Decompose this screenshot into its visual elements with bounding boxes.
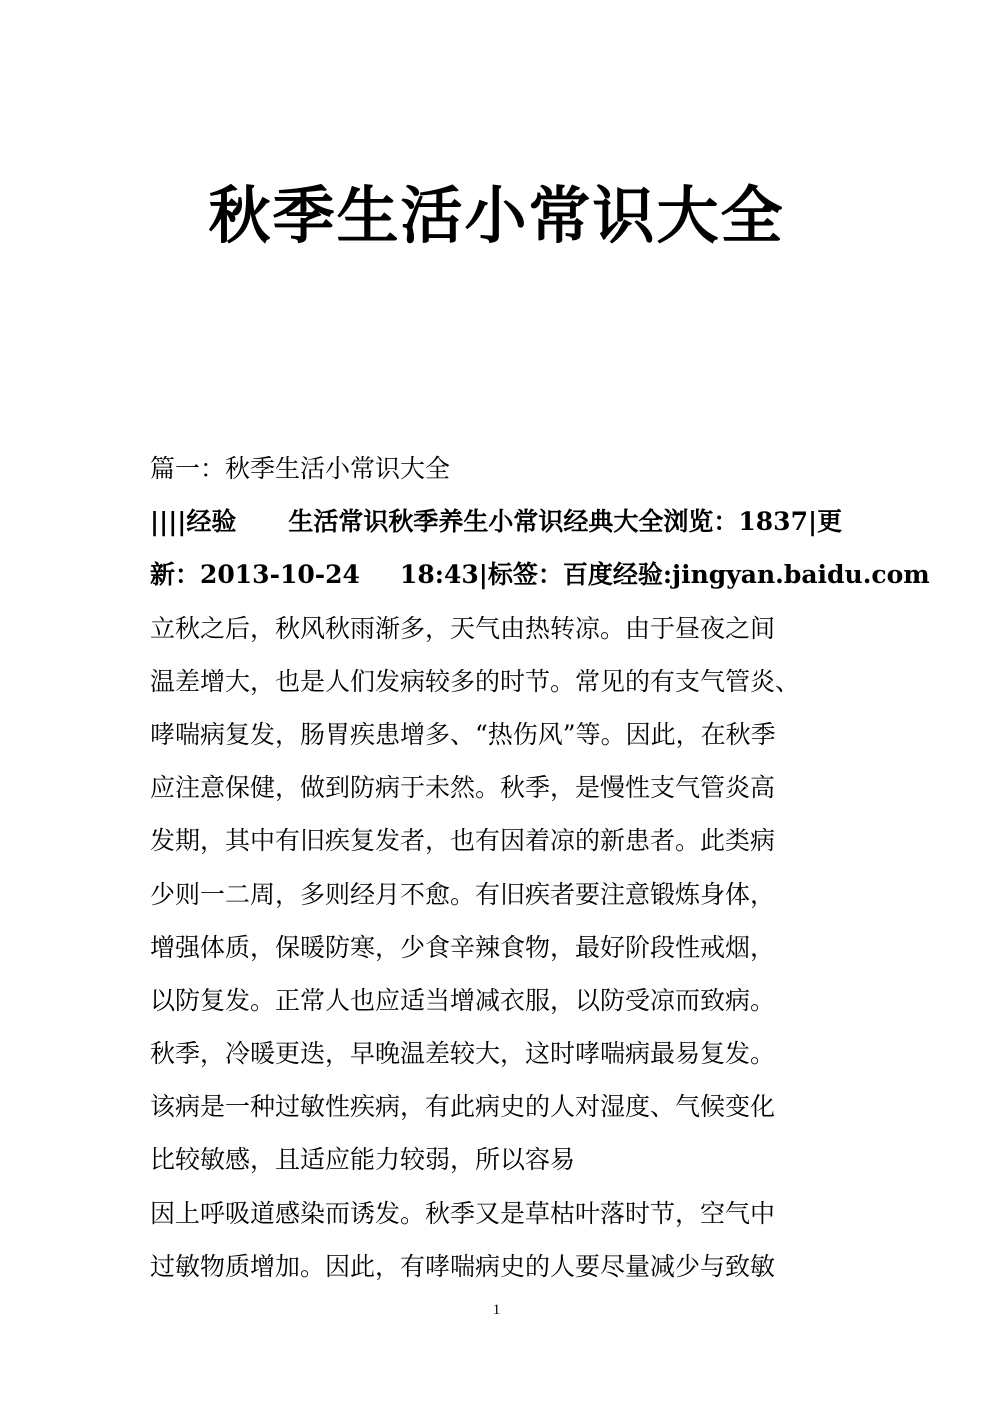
paragraph-line: 应注意保健，做到防病于未然。秋季，是慢性支气管炎高	[150, 773, 776, 803]
paragraph-line: 发期，其中有旧疾复发者，也有因着凉的新患者。此类病	[150, 826, 776, 856]
meta-text: 生活常识秋季养生小常识经典大全浏览：1837|更	[288, 507, 843, 537]
meta-rest: 18:43|标签：百度经验:jingyan.baidu.com	[399, 560, 930, 590]
paragraph-line: 该病是一种过敏性疾病，有此病史的人对湿度、气候变化	[150, 1092, 776, 1122]
paragraph-line: 哮喘病复发，肠胃疾患增多、“热伤风”等。因此，在秋季	[150, 719, 776, 749]
meta-date: 新：2013-10-24	[150, 560, 360, 590]
meta-line-1	[150, 495, 850, 548]
paragraph-line: 秋季，冷暖更迭，早晚温差较大，这时哮喘病最易复发。	[150, 1039, 776, 1069]
document-body	[150, 442, 930, 1293]
paragraph-line: 因上呼吸道感染而诱发。秋季又是草枯叶落时节，空气中	[150, 1198, 776, 1228]
paragraph-line: 少则一二周，多则经月不愈。有旧疾者要注意锻炼身体，	[150, 879, 776, 909]
paragraph-line: 增强体质，保暖防寒，少食辛辣食物，最好阶段性戒烟，	[150, 932, 776, 962]
document-title: 秋季生活小常识大全	[208, 179, 785, 252]
paragraph-line: 比较敏感，且适应能力较弱，所以容易	[150, 1145, 576, 1175]
meta-prefix: ||||经验	[150, 507, 237, 537]
page-number: 1	[492, 1302, 501, 1318]
paragraph-line: 过敏物质增加。因此，有哮喘病史的人要尽量减少与致敏	[150, 1251, 776, 1281]
paragraph-line: 温差增大，也是人们发病较多的时节。常见的有支气管炎、	[150, 666, 801, 696]
meta-line-2	[150, 548, 930, 601]
paragraph-line: 立秋之后，秋风秋雨渐多，天气由热转凉。由于昼夜之间	[150, 613, 776, 643]
section-heading: 篇一：秋季生活小常识大全	[150, 454, 451, 483]
paragraph-line: 以防复发。正常人也应适当增减衣服，以防受凉而致病。	[150, 985, 776, 1015]
